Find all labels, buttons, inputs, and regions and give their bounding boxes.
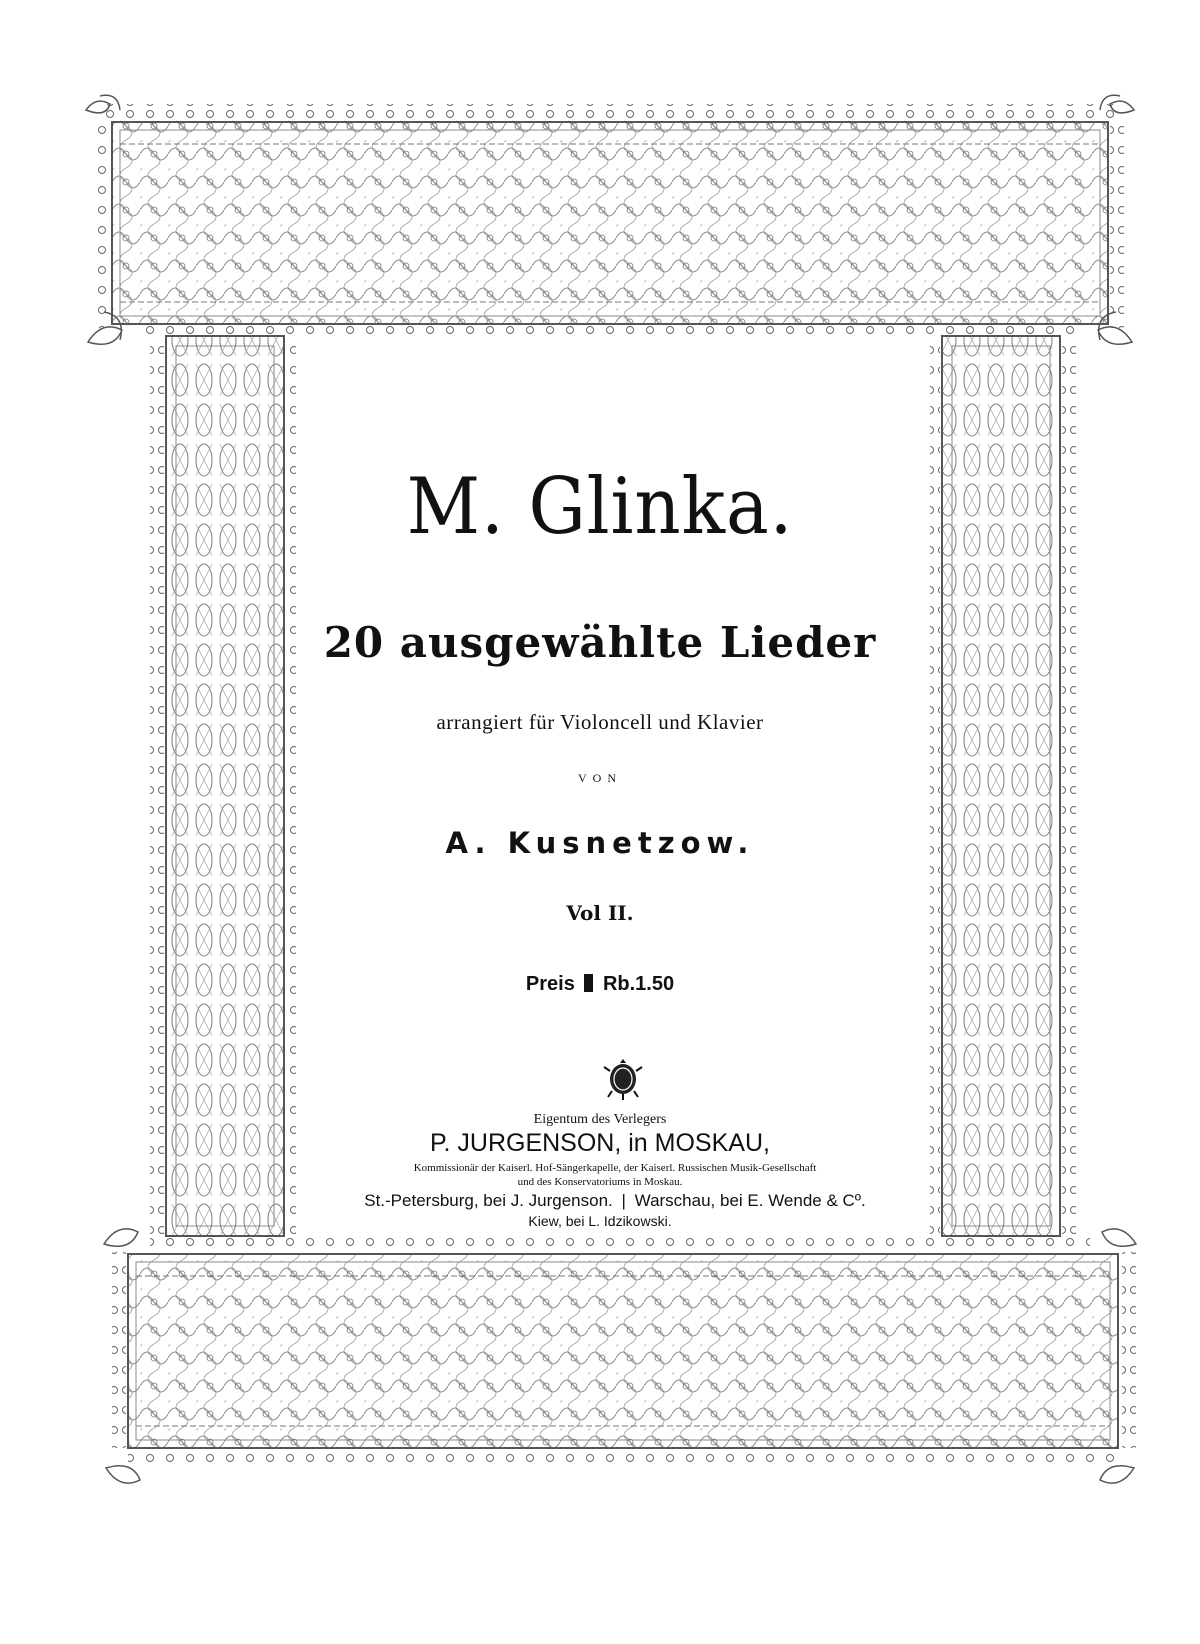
publisher-commission-2: und des Konservatoriums in Moskau.	[517, 1176, 683, 1188]
price-line	[290, 973, 910, 996]
volume-label: Vol II.	[566, 901, 634, 925]
left-ornament-pillar	[150, 336, 296, 1236]
branch-separator: |	[621, 1191, 626, 1210]
double-headed-eagle-icon	[602, 1055, 644, 1101]
work-title: 20 ausgewählte Lieder	[323, 618, 877, 667]
branch-kiew: Kiew, bei L. Idzikowski.	[528, 1213, 672, 1229]
publisher-branches	[300, 1191, 930, 1211]
publisher-name: P. JURGENSON, in MOSKAU,	[430, 1129, 770, 1157]
price-stamp-icon	[584, 974, 593, 992]
right-ornament-pillar	[930, 336, 1076, 1236]
arranger-name: A. Kusnetzow.	[445, 826, 755, 860]
branch-petersburg: St.-Petersburg, bei J. Jurgenson.	[364, 1191, 613, 1210]
top-ornament-band	[96, 104, 1124, 336]
publisher-ownership: Eigentum des Verlegers	[533, 1112, 667, 1127]
bottom-ornament-band	[112, 1238, 1136, 1466]
composer-name: M. Glinka.	[406, 462, 794, 552]
branch-warschau: Warschau, bei E. Wende & Cº.	[634, 1191, 866, 1210]
price-value: Rb.1.50	[602, 973, 675, 995]
von-label: VON	[578, 771, 622, 785]
arrangement-subtitle: arrangiert für Violoncell und Klavier	[436, 710, 764, 734]
price-label: Preis	[525, 973, 575, 995]
publisher-commission-1: Kommissionär der Kaiserl. Hof-Sängerkapelle, der Kaiserl. Russischen Musik-Gesellschaft	[413, 1162, 817, 1174]
